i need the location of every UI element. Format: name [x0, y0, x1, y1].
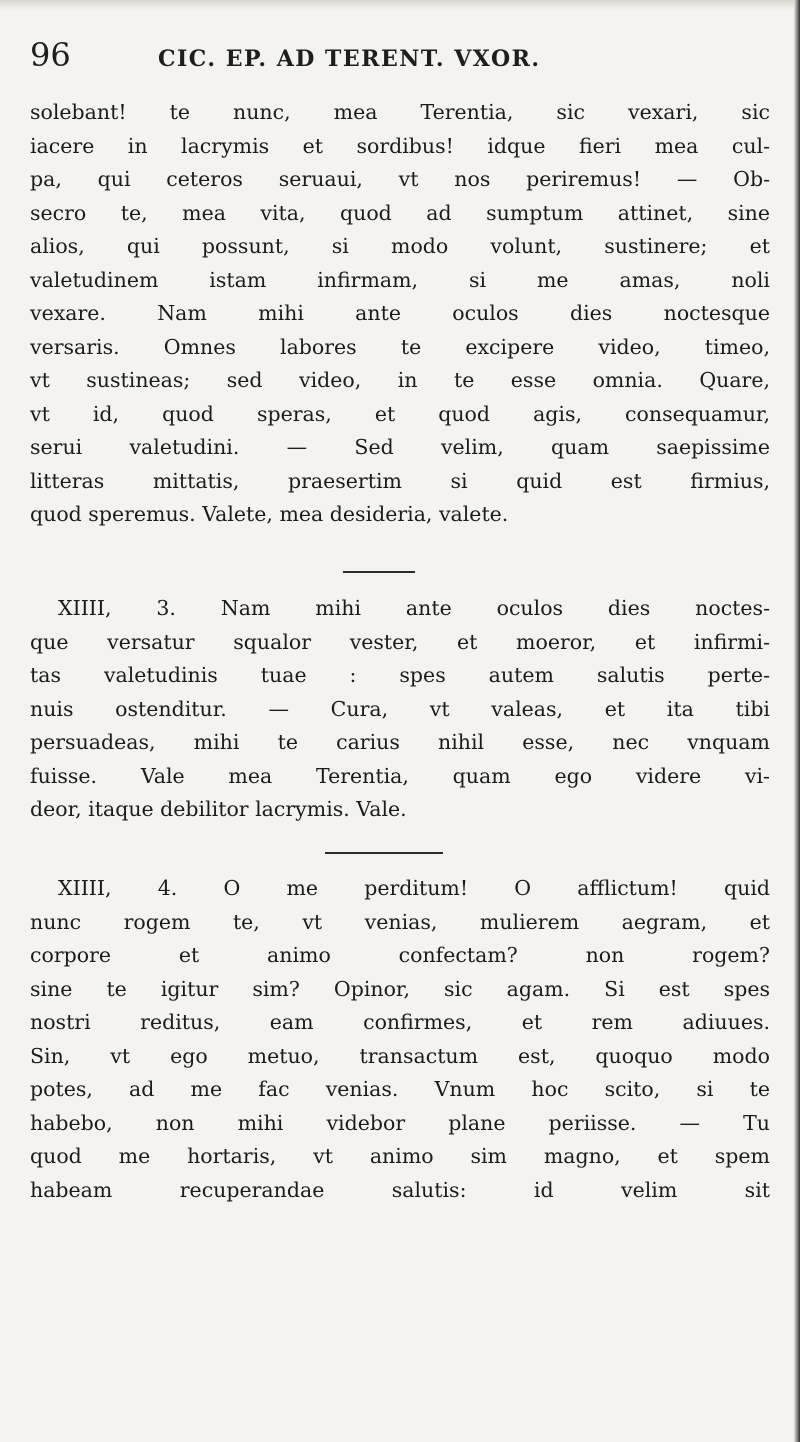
text-line: XIIII, 4. O me perditum! O afflictum! quid — [58, 876, 770, 900]
running-head: CIC. EP. AD TERENT. VXOR. — [158, 46, 541, 72]
text-line: vt id, quod speras, et quod agis, consequamur, — [30, 401, 770, 426]
text-line: litteras mittatis, praesertim si quid est firmius, — [30, 468, 770, 493]
text-line: vt sustineas; sed video, in te esse omnia. Quare, — [30, 368, 770, 392]
text-line: serui valetudini. — Sed velim, quam saepissime — [30, 435, 770, 459]
text-line: alios, qui possunt, si modo volunt, sustinere; et — [30, 234, 770, 258]
text-line: valetudinem istam infirmam, si me amas, noli — [30, 267, 770, 292]
page-number: 96 — [30, 36, 71, 74]
section-divider — [325, 852, 443, 854]
paragraph-1 — [30, 96, 770, 532]
text-line: que versatur squalor vester, et moeror, et infirmi- — [30, 629, 770, 654]
text-line: fuisse. Vale mea Terentia, quam ego videre vi- — [30, 763, 770, 788]
paragraph-2 — [30, 592, 770, 827]
text-line: nostri reditus, eam confirmes, et rem adiuues. — [30, 1010, 770, 1034]
text-line: XIIII, 3. Nam mihi ante oculos dies noctes- — [58, 596, 770, 620]
text-line: deor, itaque debilitor lacrymis. Vale. — [30, 797, 407, 821]
text-line: persuadeas, mihi te carius nihil esse, nec vnquam — [30, 730, 770, 754]
text-line: quod speremus. Valete, mea desideria, valete. — [30, 502, 509, 526]
text-line: habeam recuperandae salutis: id velim sit — [30, 1177, 770, 1202]
text-line: sine te igitur sim? Opinor, sic agam. Si est spes — [30, 976, 770, 1001]
section-divider — [343, 571, 415, 573]
text-line: potes, ad me fac venias. Vnum hoc scito, si te — [30, 1077, 770, 1101]
text-line: quod me hortaris, vt animo sim magno, et spem — [30, 1144, 770, 1168]
text-line: pa, qui ceteros seruaui, vt nos periremus! — Ob- — [30, 167, 770, 191]
text-line: habebo, non mihi videbor plane periisse. — Tu — [30, 1110, 770, 1135]
text-line: secro te, mea vita, quod ad sumptum attinet, sine — [30, 200, 770, 225]
paragraph-3 — [30, 872, 770, 1207]
text-line: vexare. Nam mihi ante oculos dies noctesque — [30, 301, 770, 325]
text-line: nuis ostenditur. — Cura, vt valeas, et ita tibi — [30, 696, 770, 721]
text-line: iacere in lacrymis et sordibus! idque fieri mea cul- — [30, 133, 770, 158]
text-line: Sin, vt ego metuo, transactum est, quoquo modo — [30, 1043, 770, 1068]
text-line: solebant! te nunc, mea Terentia, sic vexari, sic — [30, 100, 770, 124]
page-top-shadow — [0, 0, 800, 10]
text-line: nunc rogem te, vt venias, mulierem aegram, et — [30, 909, 770, 934]
page-edge — [794, 0, 800, 1442]
text-line: tas valetudinis tuae : spes autem salutis perte- — [30, 663, 770, 687]
text-line: corpore et animo confectam? non rogem? — [30, 943, 770, 967]
text-line: versaris. Omnes labores te excipere video, timeo, — [30, 334, 770, 359]
